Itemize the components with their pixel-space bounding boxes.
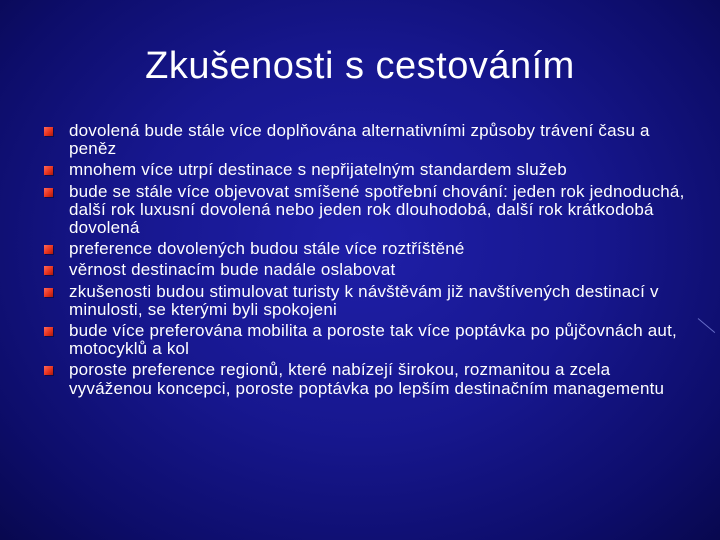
bullet-text: věrnost destinacím bude nadále oslabovat xyxy=(69,260,396,280)
list-item xyxy=(44,361,694,397)
bullet-square-icon xyxy=(44,166,53,175)
bullet-square-icon xyxy=(44,266,53,275)
list-item xyxy=(44,322,694,358)
bullet-square-icon xyxy=(44,366,53,375)
bullet-text: dovolená bude stále více doplňována alternativními způsoby trávení času a peněz xyxy=(69,121,650,159)
slide-title: Zkušenosti s cestováním xyxy=(145,45,575,87)
bullet-text: bude se stále více objevovat smíšené spotřební chování: jeden rok jednoduchá, další rok luxusní dovolená nebo jeden rok dlouhodobá, další rok krátkodobá dovolená xyxy=(69,181,685,238)
bullet-square-icon xyxy=(44,127,53,136)
list-item xyxy=(44,283,694,319)
list-item xyxy=(44,161,694,179)
decorative-line xyxy=(698,318,715,333)
list-item xyxy=(44,183,694,238)
list-item xyxy=(44,261,694,279)
list-item xyxy=(44,240,694,258)
bullet-text: poroste preference regionů, které nabízejí širokou, rozmanitou a zcela vyváženou koncepci, poroste poptávka po lepším destinačním managementu xyxy=(69,360,665,398)
bullet-square-icon xyxy=(44,188,53,197)
bullet-square-icon xyxy=(44,288,53,297)
bullet-text: bude více preferována mobilita a poroste tak více poptávka po půjčovnách aut, motocyklů a kol xyxy=(69,321,677,359)
bullet-text: zkušenosti budou stimulovat turisty k návštěvám již navštívených destinací v minulosti, se kterými byli spokojeni xyxy=(69,281,659,319)
bullet-square-icon xyxy=(44,245,53,254)
bullet-square-icon xyxy=(44,327,53,336)
bullet-text: preference dovolených budou stále více roztříštěné xyxy=(69,239,465,259)
bullet-text: mnohem více utrpí destinace s nepřijatelným standardem služeb xyxy=(69,160,567,180)
bullet-list xyxy=(44,122,694,401)
list-item xyxy=(44,122,694,158)
